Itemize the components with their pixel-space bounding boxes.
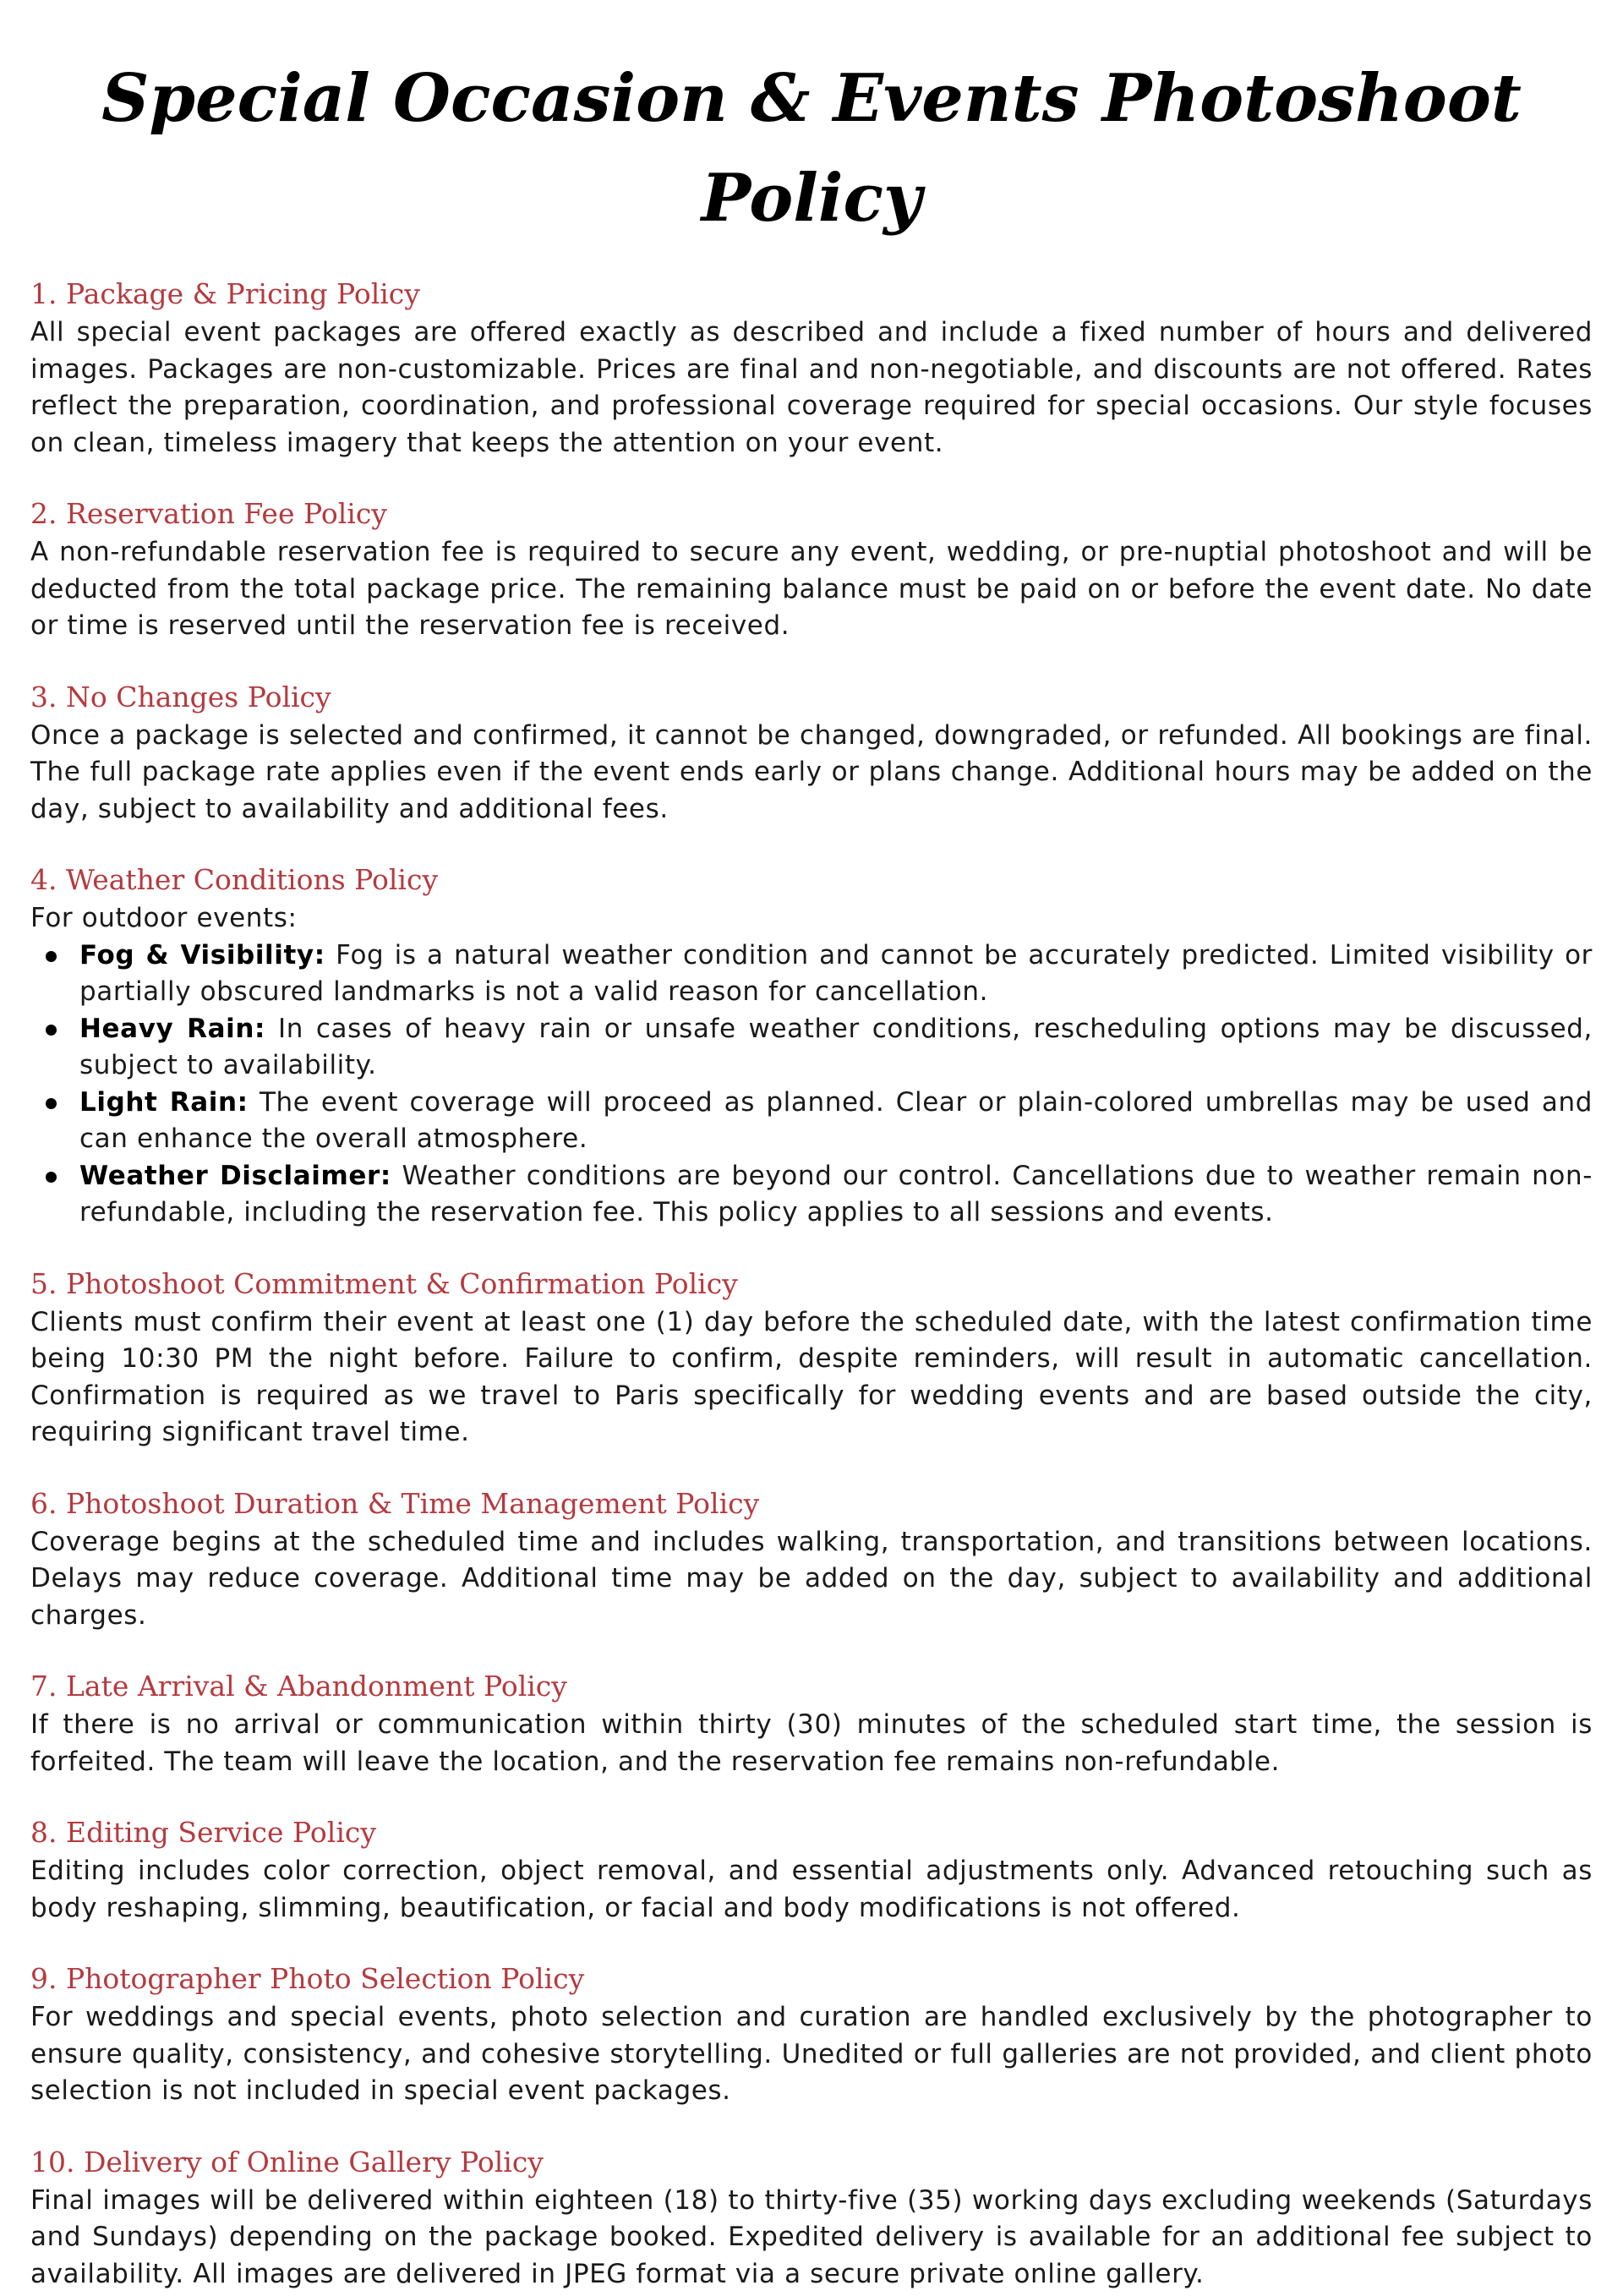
section-package-pricing [30,274,1593,462]
section-reservation-fee [30,494,1593,645]
section-duration-time [30,1484,1593,1635]
bullet-term: Heavy Rain: [79,1013,266,1044]
section-heading: 2. Reservation Fee Policy [30,497,387,530]
section-online-gallery [30,2142,1593,2293]
bullet-icon [46,1098,57,1109]
bullet-text: The event coverage will proceed as planned. Clear or plain-colored umbrellas may be used and can enhance the overall atmosphere. [79,1086,1593,1154]
section-body: Clients must confirm their event at least one (1) day before the scheduled date, with the latest confirmation time being 10:30 PM the night before. Failure to confirm, despite reminders, will result in automatic cancellation. Confirmation is required as we travel to Paris specifically for wedding events and are based outside the city, requiring significant travel time. [30,1306,1593,1447]
section-body: Editing includes color correction, object removal, and essential adjustments only. Advanced retouching such as body reshaping, slimming, beautification, or facial and body modifications is not offered. [30,1856,1593,1923]
section-heading: 4. Weather Conditions Policy [30,863,439,896]
section-heading: 3. No Changes Policy [30,680,331,713]
section-heading: 1. Package & Pricing Policy [30,277,420,310]
bullet-icon [46,951,57,962]
list-item [79,1158,1593,1232]
list-item [79,1085,1593,1158]
section-heading: 10. Delivery of Online Gallery Policy [30,2145,544,2178]
bullet-text: In cases of heavy rain or unsafe weather conditions, rescheduling options may be discussed, subject to availability. [79,1013,1593,1080]
section-editing-service [30,1812,1593,1927]
section-late-arrival [30,1666,1593,1780]
section-heading: 9. Photographer Photo Selection Policy [30,1962,585,1995]
section-body: If there is no arrival or communication within thirty (30) minutes of the scheduled start time, the session is forfeited. The team will leave the location, and the reservation fee remains non-refundable. [30,1709,1593,1777]
bullet-icon [46,1025,57,1036]
weather-bullet-list [30,938,1593,1232]
section-photo-selection [30,1959,1593,2110]
section-body: Once a package is selected and confirmed, it cannot be changed, downgraded, or refunded. All bookings are final. The full package rate applies even if the event ends early or plans change. Additional hours may be added on the day, subject to availability and additional fees. [30,719,1593,824]
bullet-text: Weather conditions are beyond our control. Cancellations due to weather remain non-refundable, including the reservation fee. This policy applies to all sessions and events. [79,1160,1593,1227]
section-body: All special event packages are offered exactly as described and include a fixed number of hours and delivered images. Packages are non-customizable. Prices are final and non-negotiable, and discounts are not offered. Rates reflect the preparation, coordination, and professional coverage required for special occasions. Our style focuses on clean, timeless imagery that keeps the attention on your event. [30,317,1593,458]
section-body: For weddings and special events, photo selection and curation are handled exclusively by the photographer to ensure quality, consistency, and cohesive storytelling. Unedited or full galleries are not provided, and client photo selection is not included in special event packages. [30,2002,1593,2106]
section-body: Coverage begins at the scheduled time and includes walking, transportation, and transitions between locations. Delays may reduce coverage. Additional time may be added on the day, subject to availability and additional charges. [30,1526,1593,1631]
bullet-term: Weather Disclaimer: [79,1160,391,1191]
bullet-icon [46,1172,57,1183]
bullet-term: Light Rain: [79,1086,249,1118]
section-heading: 6. Photoshoot Duration & Time Management Policy [30,1486,760,1520]
section-commitment-confirmation [30,1264,1593,1451]
section-heading: 8. Editing Service Policy [30,1816,377,1849]
bullet-text: Fog is a natural weather condition and cannot be accurately predicted. Limited visibility or partially obscured landmarks is not a valid reason for cancellation. [79,939,1593,1007]
list-item [79,1011,1593,1085]
section-heading: 5. Photoshoot Commitment & Confirmation Policy [30,1266,738,1300]
section-no-changes [30,677,1593,828]
section-body: Final images will be delivered within eighteen (18) to thirty-five (35) working days excluding weekends (Saturdays and Sundays) depending on the package booked. Expedited delivery is available for an additional fee subject to availability. All images are delivered in JPEG format via a secure private online gallery. [30,2184,1593,2289]
page-title: Special Occasion & Events Photoshoot Policy [101,60,1522,237]
section-body: A non-refundable reservation fee is required to secure any event, wedding, or pre-nuptial photoshoot and will be deducted from the total package price. The remaining balance must be paid on or before the event date. No date or time is reserved until the reservation fee is received. [30,537,1593,641]
section-heading: 7. Late Arrival & Abandonment Policy [30,1670,567,1703]
section-weather-conditions [30,860,1593,1232]
bullet-term: Fog & Visibility: [79,939,325,970]
list-item [79,938,1593,1011]
section-intro: For outdoor events: [30,903,298,933]
